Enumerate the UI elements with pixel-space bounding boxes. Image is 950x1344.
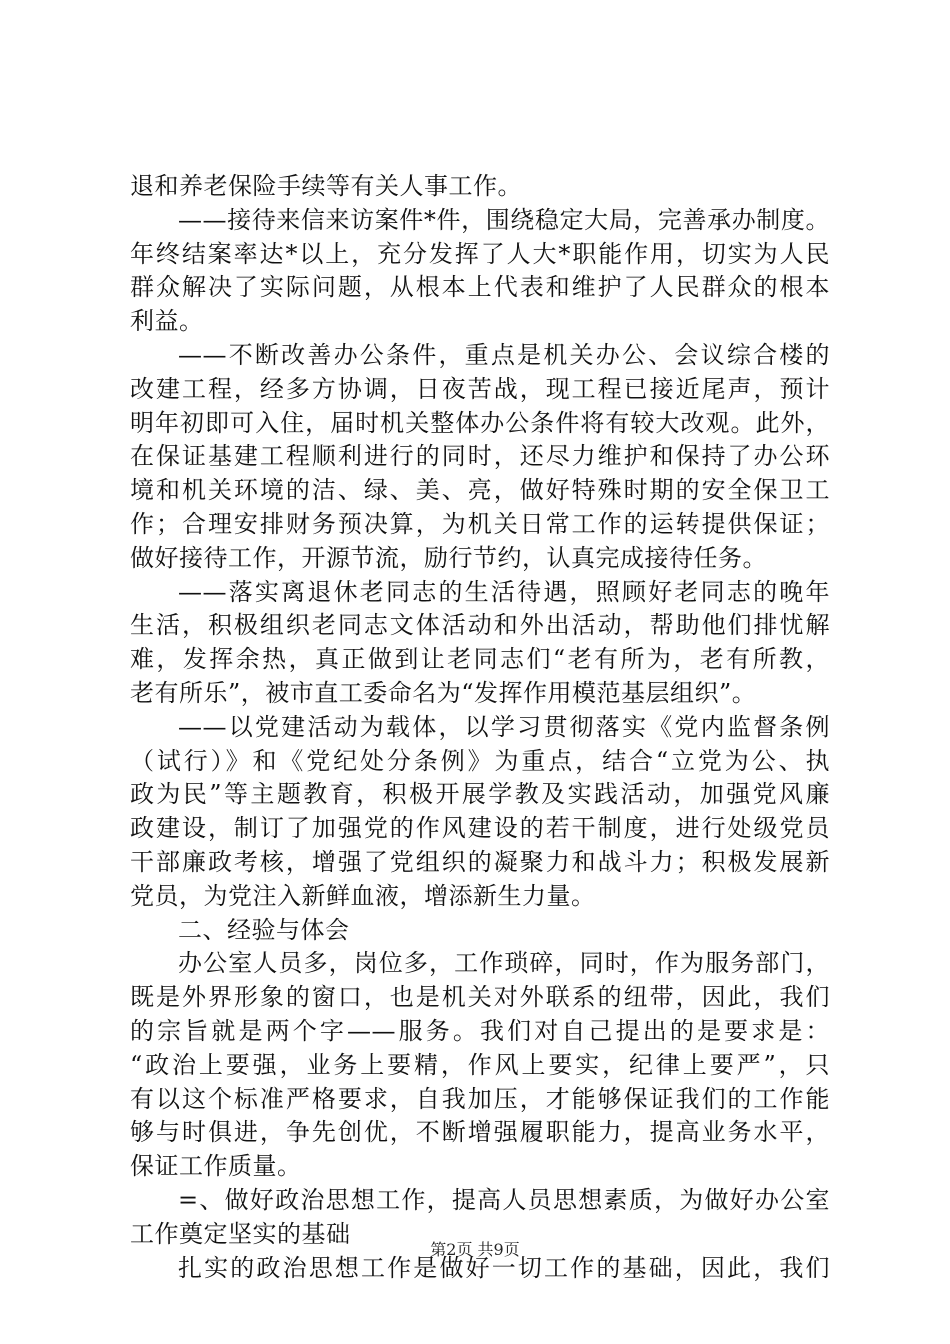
text-line: 办公室人员多，岗位多，工作琐碎，同时，作为服务部门， — [178, 949, 830, 978]
text-line: ——接待来信来访案件*件，围绕稳定大局，完善承办制度。 — [178, 205, 830, 234]
text-line: 境和机关环境的洁、绿、美、亮，做好特殊时期的安全保卫工 — [130, 476, 830, 505]
text-line: 明年初即可入住，届时机关整体办公条件将有较大改观。此外， — [130, 408, 830, 437]
text-line: 的宗旨就是两个字——服务。我们对自己提出的是要求是： — [130, 1016, 830, 1045]
text-line: 保证工作质量。 — [130, 1152, 302, 1181]
text-line: 作；合理安排财务预决算，为机关日常工作的运转提供保证； — [130, 509, 830, 538]
text-line: 在保证基建工程顺利进行的同时，还尽力维护和保持了办公环 — [130, 442, 830, 471]
text-line: 够与时俱进，争先创优，不断增强履职能力，提高业务水平， — [130, 1118, 830, 1147]
text-line: 做好接待工作，开源节流，励行节约，认真完成接待任务。 — [130, 543, 767, 572]
document-body — [130, 170, 830, 1285]
text-line: 党员，为党注入新鲜血液，增添新生力量。 — [130, 881, 596, 910]
text-line: 年终结案率达*以上，充分发挥了人大*职能作用，切实为人民 — [130, 239, 830, 268]
text-line: “政治上要强，业务上要精，作风上要实，纪律上要严”，只 — [130, 1050, 830, 1079]
text-line: 扎实的政治思想工作是做好一切工作的基础，因此，我们 — [178, 1253, 830, 1282]
text-line: ——落实离退休老同志的生活待遇，照顾好老同志的晚年 — [178, 577, 830, 606]
text-line: 政建设，制订了加强党的作风建设的若干制度，进行处级党员 — [130, 814, 830, 843]
text-line: 退和养老保险手续等有关人事工作。 — [130, 172, 522, 200]
text-line: 利益。 — [130, 307, 204, 336]
text-line: 工作奠定坚实的基础 — [130, 1219, 351, 1248]
text-line: ——以党建活动为载体，以学习贯彻落实《党内监督条例 — [178, 712, 830, 741]
text-line: 群众解决了实际问题，从根本上代表和维护了人民群众的根本 — [130, 273, 830, 302]
text-line: （试行）》和《党纪处分条例》为重点，结合“立党为公、执 — [130, 746, 830, 775]
text-line: 改建工程，经多方协调，日夜苦战，现工程已接近尾声，预计 — [130, 374, 830, 403]
text-line: =、做好政治思想工作，提高人员思想素质，为做好办公室 — [178, 1185, 830, 1214]
text-line: 干部廉政考核，增强了党组织的凝聚力和战斗力；积极发展新 — [130, 847, 830, 876]
text-line: 生活，积极组织老同志文体活动和外出活动，帮助他们排忧解 — [130, 611, 830, 640]
text-line: ——不断改善办公条件，重点是机关办公、会议综合楼的 — [178, 340, 830, 369]
text-line: 有以这个标准严格要求，自我加压，才能够保证我们的工作能 — [130, 1084, 830, 1113]
text-line: 难，发挥余热，真正做到让老同志们“老有所为，老有所教， — [130, 645, 830, 674]
page-footer: 第2页 共9页 — [430, 1240, 520, 1259]
text-line: 二、经验与体会 — [178, 915, 350, 944]
text-line: 既是外界形象的窗口，也是机关对外联系的纽带，因此，我们 — [130, 983, 830, 1012]
text-line: 政为民”等主题教育，积极开展学教及实践活动，加强党风廉 — [130, 780, 830, 809]
text-line: 老有所乐”，被市直工委命名为“发挥作用模范基层组织”。 — [130, 678, 757, 707]
